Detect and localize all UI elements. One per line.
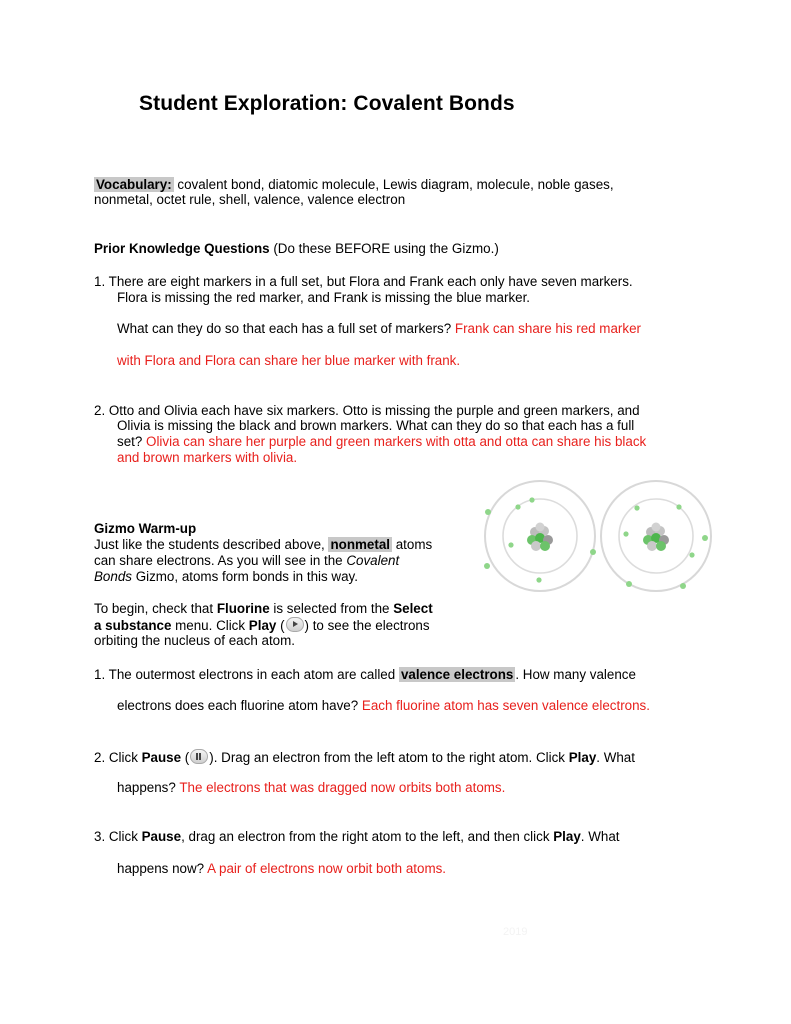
- warmup-p2-text-a: To begin, check that: [94, 601, 217, 616]
- vocabulary-label: Vocabulary:: [96, 177, 172, 192]
- valence-electrons-highlight: valence electrons: [400, 667, 514, 682]
- warmup-p1-text-d: Gizmo, atoms form bonds in this way.: [131, 569, 358, 584]
- warmup-q3-text-a: 3. Click: [94, 829, 142, 844]
- prior-heading-note: (Do these BEFORE using the Gizmo.): [269, 241, 499, 256]
- warmup-q1-line-1: [94, 667, 636, 682]
- warmup-p2-text-e: ) to see the electrons: [304, 618, 430, 633]
- warmup-q2-line-1: [94, 749, 635, 765]
- prior-q2-answer-1: Olivia can share her purple and green markers with otta and otta can share his black: [146, 434, 647, 449]
- left-fluorine-atom: [484, 481, 596, 591]
- prior-q2-line-3: [117, 434, 646, 449]
- warmup-p1-line-3: [94, 569, 358, 584]
- prior-q2-answer-2: and brown markers with olivia.: [117, 450, 298, 465]
- warmup-q2-text-f: . What: [596, 750, 635, 765]
- prior-heading-text: Prior Knowledge Questions: [94, 241, 270, 256]
- pause-bold: Pause: [141, 750, 182, 765]
- warmup-q2-line-2: [117, 780, 505, 795]
- warmup-p1-text-a: Just like the students described above,: [94, 537, 329, 552]
- warmup-q3-answer: A pair of electrons now orbit both atoms.: [207, 861, 447, 876]
- warmup-q3-text-c: , drag an electron from the right atom to the left, and then click: [181, 829, 554, 844]
- prior-knowledge-heading: [94, 241, 499, 256]
- warmup-q3-text-e: . What: [580, 829, 620, 844]
- warmup-q1-answer: Each fluorine atom has seven valence electrons.: [361, 698, 650, 713]
- right-fluorine-atom: [601, 481, 711, 591]
- warmup-p2-line-1: [94, 601, 433, 616]
- warmup-p1-line-2: [94, 553, 399, 568]
- pause-bold: Pause: [141, 829, 182, 844]
- warmup-p1-text-c: can share electrons. As you will see in the: [94, 553, 347, 568]
- nonmetal-highlight: nonmetal: [330, 537, 391, 552]
- warmup-p2-line-3: orbiting the nucleus of each atom.: [94, 633, 295, 648]
- warmup-p1-line-1: [94, 537, 432, 552]
- nucleus-icon: [643, 523, 669, 552]
- warmup-p2-line-2: [94, 617, 430, 633]
- play-button-icon: [286, 617, 304, 632]
- play-bold: Play: [248, 618, 277, 633]
- prior-q1-answer-2: with Flora and Flora can share her blue marker with frank.: [117, 353, 461, 368]
- select-bold: Select: [393, 601, 433, 616]
- warmup-q2-text-a: 2. Click: [94, 750, 142, 765]
- prior-q2-line-2: Olivia is missing the black and brown markers. What can they do so that each has a full: [117, 418, 635, 433]
- fluorine-bold: Fluorine: [216, 601, 270, 616]
- vocabulary-terms-2: nonmetal, octet rule, shell, valence, valence electron: [94, 192, 406, 207]
- warmup-q3-line-1: [94, 829, 620, 844]
- prior-q2-set-text: set?: [117, 434, 147, 449]
- prior-q1-answer-1: Frank can share his red marker: [454, 321, 641, 336]
- play-bold: Play: [553, 829, 581, 844]
- bonds-italic: Bonds: [94, 569, 132, 584]
- prior-q1-line-2: Flora is missing the red marker, and Frank is missing the blue marker.: [117, 290, 531, 305]
- fluorine-atoms-illustration: [478, 478, 720, 602]
- warmup-q1-text-a: 1. The outermost electrons in each atom are called: [94, 667, 399, 682]
- warmup-p1-text-b: atoms: [392, 537, 433, 552]
- warmup-q2-question: happens?: [117, 780, 180, 795]
- warmup-p2-text-c: is selected from the: [269, 601, 394, 616]
- warmup-q2-text-d: ). Drag an electron from the left atom to the right atom. Click: [209, 750, 569, 765]
- play-bold: Play: [568, 750, 597, 765]
- warmup-q1-question: electrons does each fluorine atom have?: [117, 698, 362, 713]
- warmup-q1-text-b: . How many valence: [515, 667, 636, 682]
- pause-button-icon: [190, 749, 208, 764]
- nucleus-icon: [527, 523, 553, 552]
- faint-year-watermark: 2019: [503, 926, 528, 938]
- page-title: Student Exploration: Covalent Bonds: [139, 92, 515, 115]
- warmup-p2-paren-open: (: [276, 618, 285, 633]
- warmup-p2-text-b: menu. Click: [171, 618, 249, 633]
- warmup-q1-line-2: [117, 698, 650, 713]
- warmup-q3-question: happens now?: [117, 861, 208, 876]
- prior-q1-question-text: What can they do so that each has a full set of markers?: [117, 321, 455, 336]
- covalent-italic: Covalent: [346, 553, 400, 568]
- warmup-q2-paren-open: (: [181, 750, 190, 765]
- prior-q1-question: [117, 321, 641, 336]
- warmup-q3-line-2: [117, 861, 446, 876]
- warmup-heading: Gizmo Warm-up: [94, 521, 197, 536]
- prior-q1-line-1: 1. There are eight markers in a full set, but Flora and Frank each only have seven markers.: [94, 274, 633, 289]
- warmup-q2-answer: The electrons that was dragged now orbits both atoms.: [179, 780, 506, 795]
- vocabulary-terms-1: covalent bond, diatomic molecule, Lewis diagram, molecule, noble gases,: [173, 177, 614, 192]
- a-substance-bold: a substance: [94, 618, 172, 633]
- prior-q2-line-1: 2. Otto and Olivia each have six markers. Otto is missing the purple and green markers, and: [94, 403, 640, 418]
- vocabulary-line-1: [94, 177, 614, 192]
